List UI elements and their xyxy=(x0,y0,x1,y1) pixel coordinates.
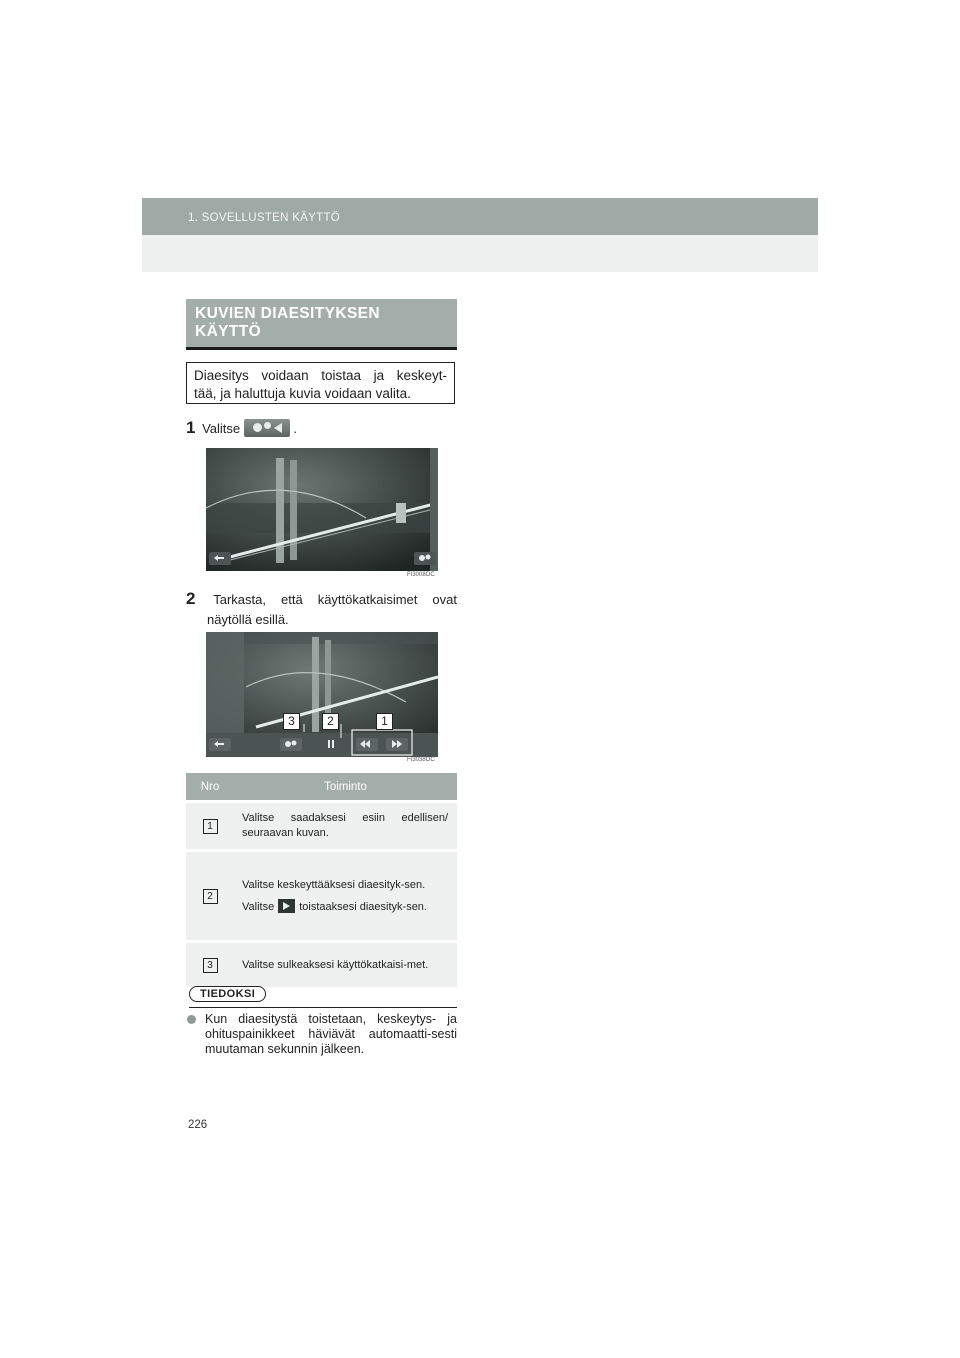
header-section-label: 1. SOVELLUSTEN KÄYTTÖ xyxy=(188,212,341,224)
step-1-number: 1 xyxy=(186,418,196,437)
intro-line-1: Diaesitys voidaan toistaa ja keskeyt- xyxy=(194,368,447,383)
callout-3: 3 xyxy=(283,713,300,730)
function-table xyxy=(186,773,457,987)
note-label: TIEDOKSI xyxy=(189,986,266,1002)
row-description xyxy=(234,851,457,942)
table-row xyxy=(186,802,457,851)
section-title-underline xyxy=(186,347,457,350)
row-description-text-before: Valitse xyxy=(242,900,275,913)
row-number-cell xyxy=(186,802,234,851)
row-description-line-1: Valitse keskeyttääksesi diaesityk-sen. xyxy=(242,878,426,891)
note-block xyxy=(187,1012,457,1057)
screen-2-code: FI3038OC xyxy=(407,757,435,763)
row-number-cell xyxy=(186,942,234,988)
section-title: KUVIEN DIAESITYKSEN KÄYTTÖ xyxy=(195,305,381,340)
screen-image-1 xyxy=(206,448,438,571)
callout-2: 2 xyxy=(322,713,339,730)
play-icon xyxy=(278,899,295,913)
table-header-toiminto: Toiminto xyxy=(234,773,457,802)
table-row xyxy=(186,942,457,988)
step-2-line-1: Tarkasta, että käyttökatkaisimet ovat xyxy=(213,592,457,607)
row-description: Valitse saadaksesi esiin edellisen/ seuraavan kuvan. xyxy=(234,802,457,851)
row-number: 3 xyxy=(203,958,218,973)
step-1-period: . xyxy=(293,421,298,436)
section-title-box xyxy=(186,299,457,347)
screen-image-2 xyxy=(206,632,438,757)
row-number-cell xyxy=(186,851,234,942)
table-header-row xyxy=(186,773,457,802)
row-description: Valitse sulkeaksesi käyttökatkaisi-met. xyxy=(234,942,457,988)
note-text: Kun diaesitystä toistetaan, keskeytys- ja ohituspainikkeet häviävät automaatti-sesti muutaman sekunnin jälkeen. xyxy=(205,1012,457,1056)
step-1-text: Valitse xyxy=(202,421,241,436)
step-2-number: 2 xyxy=(186,589,196,608)
table-header-nro: Nro xyxy=(186,773,234,802)
row-description-line-2 xyxy=(242,899,448,915)
row-number: 2 xyxy=(203,889,218,904)
intro-box xyxy=(186,362,455,404)
row-number: 1 xyxy=(203,819,218,834)
page-number: 226 xyxy=(188,1119,208,1131)
settings-gear-back-icon xyxy=(244,419,290,437)
step-2-line-2: näytöllä esillä. xyxy=(207,612,289,627)
callout-1: 1 xyxy=(376,713,393,730)
row-description-text-after: toistaaksesi diaesityk-sen. xyxy=(299,900,427,913)
bullet-icon xyxy=(187,1015,196,1024)
table-row xyxy=(186,851,457,942)
note-divider xyxy=(189,1007,457,1008)
header-bar xyxy=(142,198,818,235)
step-2 xyxy=(186,589,457,630)
step-1 xyxy=(186,418,297,439)
header-band xyxy=(142,235,818,272)
screen-1-code: FI3008OC xyxy=(407,572,435,578)
intro-line-2: tää, ja haluttuja kuvia voidaan valita. xyxy=(194,386,411,401)
